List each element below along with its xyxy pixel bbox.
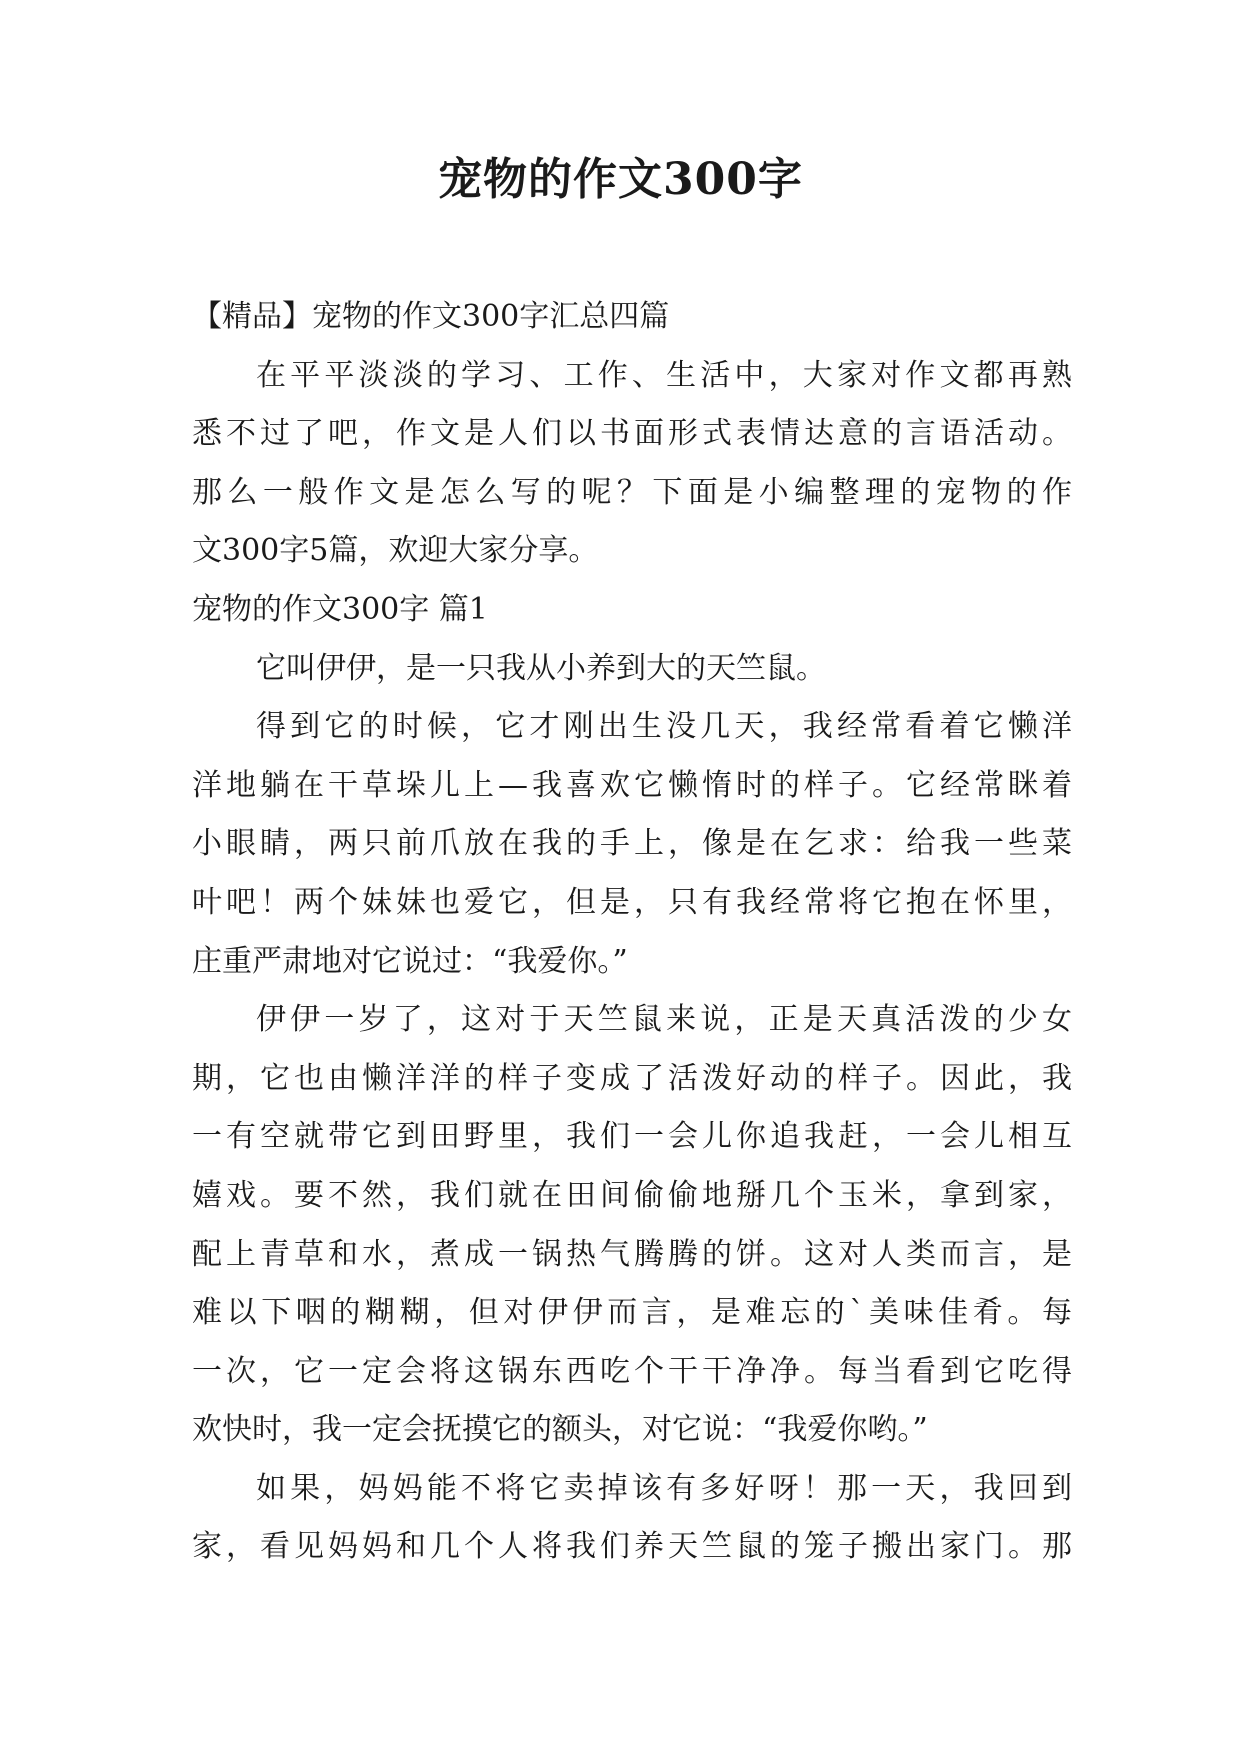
text-line: 期，它也由懒洋洋的样子变成了活泼好动的样子。因此，我 [192,1060,1072,1096]
text-line: 欢快时，我一定会抚摸它的额头，对它说：“我爱你哟。” [192,1412,928,1448]
text-line: 在平平淡淡的学习、工作、生活中，大家对作文都再熟 [256,357,1072,393]
text-line: 得到它的时候，它才刚出生没几天，我经常看着它懒洋 [256,709,1072,745]
text-line: 宠物的作文300字 篇1 [192,591,488,627]
document-body [192,288,1072,1577]
text-line: 小眼睛，两只前爪放在我的手上，像是在乞求：给我一些菜 [192,826,1072,862]
text-line: 一次，它一定会将这锅东西吃个干干净净。每当看到它吃得 [192,1353,1072,1389]
text-line: 文300字5篇，欢迎大家分享。 [192,533,599,569]
text-line: 它叫伊伊，是一只我从小养到大的天竺鼠。 [256,650,826,686]
text-line: 那么一般作文是怎么写的呢？下面是小编整理的宠物的作 [192,474,1072,510]
text-line: 家，看见妈妈和几个人将我们养天竺鼠的笼子搬出家门。那 [192,1529,1072,1565]
text-line: 难以下咽的糊糊，但对伊伊而言，是难忘的`美味佳肴。每 [192,1295,1072,1331]
document-title: 宠物的作文300字 [438,154,803,205]
text-line: 嬉戏。要不然，我们就在田间偷偷地掰几个玉米，拿到家， [192,1177,1072,1213]
text-line: 伊伊一岁了，这对于天竺鼠来说，正是天真活泼的少女 [256,1002,1072,1038]
text-line: 悉不过了吧，作文是人们以书面形式表情达意的言语活动。 [192,416,1072,452]
text-line: 洋地躺在干草垛儿上—我喜欢它懒惰时的样子。它经常眯着 [192,767,1072,803]
text-line: 叶吧！两个妹妹也爱它，但是，只有我经常将它抱在怀里， [192,884,1072,920]
text-line: 【精品】宠物的作文300字汇总四篇 [192,299,670,334]
text-line: 庄重严肃地对它说过：“我爱你。” [192,943,628,979]
text-line: 如果，妈妈能不将它卖掉该有多好呀！那一天，我回到 [256,1470,1072,1506]
text-line: 一有空就带它到田野里，我们一会儿你追我赶，一会儿相互 [192,1119,1072,1155]
text-line: 配上青草和水，煮成一锅热气腾腾的饼。这对人类而言，是 [192,1236,1072,1272]
